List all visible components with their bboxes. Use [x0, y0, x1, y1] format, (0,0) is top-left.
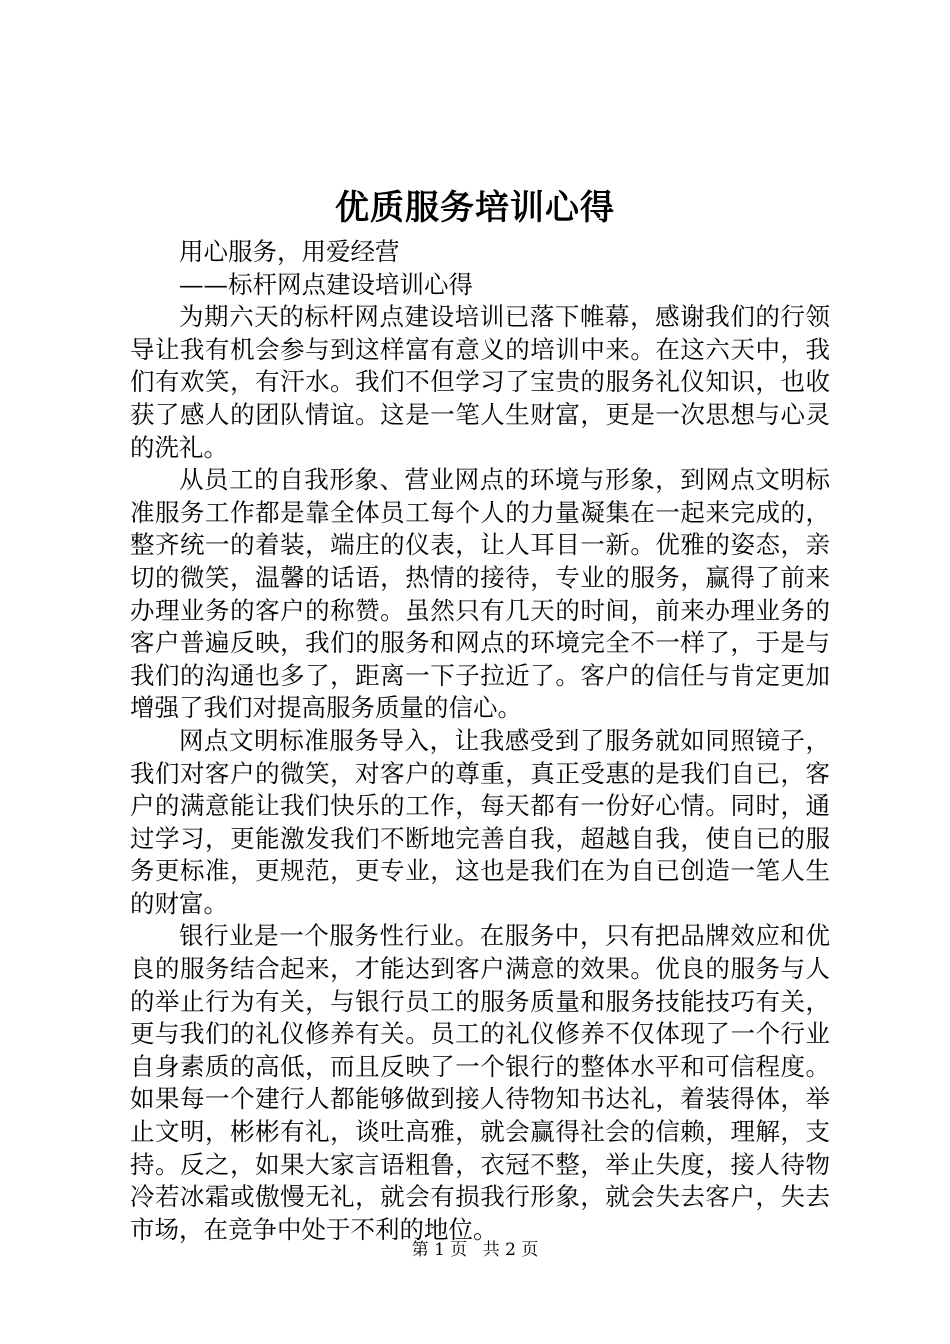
page-number: 第 1 页 — [411, 1240, 468, 1260]
subtitle-line: 用心服务，用爱经营 — [179, 237, 400, 266]
document-body — [130, 236, 830, 1246]
page-total: 共 2 页 — [482, 1240, 539, 1260]
body-paragraph: 银行业是一个服务性行业。在服务中，只有把品牌效应和优良的服务结合起来，才能达到客户满意的效果。优良的服务与人的举止行为有关，与银行员工的服务质量和服务技能技巧有关，更与我们的礼仪修养有关。员工的礼仪修养不仅体现了一个行业自身素质的高低，而且反映了一个银行的整体水平和可信程度。如果每一个建行人都能够做到接人待物知书达礼，着装得体，举止文明，彬彬有礼，谈吐高雅，就会赢得社会的信赖，理解，支持。反之，如果大家言语粗鲁，衣冠不整，举止失度，接人待物冷若冰霜或傲慢无礼，就会有损我行形象，就会失去客户，失去市场，在竞争中处于不利的地位。 — [130, 921, 830, 1244]
document-title: 优质服务培训心得 — [335, 188, 615, 228]
page-footer — [0, 1238, 950, 1262]
subtitle-line: ——标杆网点建设培训心得 — [179, 269, 473, 299]
body-paragraph: 网点文明标准服务导入，让我感受到了服务就如同照镜子，我们对客户的微笑，对客户的尊重，真正受惠的是我们自已，客户的满意能让我们快乐的工作，每天都有一份好心情。同时，通过学习，更能激发我们不断地完善自我，超越自我，使自已的服务更标准，更规范，更专业，这也是我们在为自已创造一笔人生的财富。 — [130, 725, 830, 918]
body-paragraph: 从员工的自我形象、营业网点的环境与形象，到网点文明标准服务工作都是靠全体员工每个人的力量凝集在一起来完成的，整齐统一的着装，端庄的仪表，让人耳目一新。优雅的姿态，亲切的微笑，温馨的话语，热情的接待，专业的服务，赢得了前来办理业务的客户的称赞。虽然只有几天的时间，前来办理业务的客户普遍反映，我们的服务和网点的环境完全不一样了，于是与我们的沟通也多了，距离一下子拉近了。客户的信任与肯定更加增强了我们对提高服务质量的信心。 — [130, 465, 830, 723]
body-paragraph: 为期六天的标杆网点建设培训已落下帷幕，感谢我们的行领导让我有机会参与到这样富有意义的培训中来。在这六天中，我们有欢笑，有汗水。我们不但学习了宝贵的服务礼仪知识，也收获了感人的团队情谊。这是一笔人生财富，更是一次思想与心灵的洗礼。 — [130, 302, 830, 462]
